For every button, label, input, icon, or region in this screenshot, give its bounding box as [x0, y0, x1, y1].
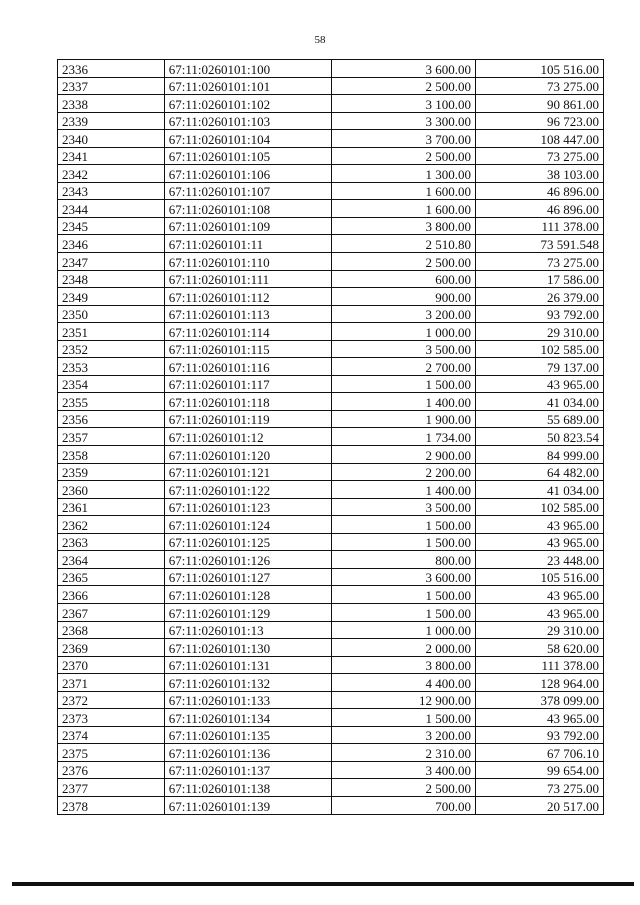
cadastral-number-cell: 67:11:0260101:104 — [164, 130, 331, 148]
row-number-cell: 2339 — [58, 112, 165, 130]
cadastral-number-cell: 67:11:0260101:119 — [164, 410, 331, 428]
cost-value-cell: 79 137.00 — [476, 358, 604, 376]
area-value-cell: 3 800.00 — [332, 656, 476, 674]
cost-value-cell: 99 654.00 — [476, 761, 604, 779]
table-row — [58, 586, 604, 604]
table-row — [58, 726, 604, 744]
area-value-cell: 1 000.00 — [332, 621, 476, 639]
cost-value-cell: 108 447.00 — [476, 130, 604, 148]
row-number-cell: 2341 — [58, 147, 165, 165]
cadastral-number-cell: 67:11:0260101:136 — [164, 744, 331, 762]
cadastral-number-cell: 67:11:0260101:124 — [164, 516, 331, 534]
cadastral-number-cell: 67:11:0260101:107 — [164, 182, 331, 200]
row-number-cell: 2355 — [58, 393, 165, 411]
cost-value-cell: 43 965.00 — [476, 533, 604, 551]
cadastral-number-cell: 67:11:0260101:122 — [164, 481, 331, 499]
row-number-cell: 2359 — [58, 463, 165, 481]
row-number-cell: 2360 — [58, 481, 165, 499]
row-number-cell: 2371 — [58, 674, 165, 692]
cadastral-number-cell: 67:11:0260101:133 — [164, 691, 331, 709]
row-number-cell: 2351 — [58, 323, 165, 341]
cadastral-number-cell: 67:11:0260101:110 — [164, 253, 331, 271]
cost-value-cell: 67 706.10 — [476, 744, 604, 762]
table-row — [58, 270, 604, 288]
row-number-cell: 2372 — [58, 691, 165, 709]
cost-value-cell: 105 516.00 — [476, 60, 604, 78]
page-number: 58 — [314, 34, 326, 46]
area-value-cell: 3 400.00 — [332, 761, 476, 779]
area-value-cell: 600.00 — [332, 270, 476, 288]
cadastral-number-cell: 67:11:0260101:116 — [164, 358, 331, 376]
table-row — [58, 674, 604, 692]
cadastral-number-cell: 67:11:0260101:123 — [164, 498, 331, 516]
cost-value-cell: 93 792.00 — [476, 305, 604, 323]
area-value-cell: 2 310.00 — [332, 744, 476, 762]
area-value-cell: 1 000.00 — [332, 323, 476, 341]
table-row — [58, 60, 604, 78]
cadastral-number-cell: 67:11:0260101:106 — [164, 165, 331, 183]
table-row — [58, 410, 604, 428]
row-number-cell: 2347 — [58, 253, 165, 271]
table-row — [58, 691, 604, 709]
row-number-cell: 2369 — [58, 639, 165, 657]
table-row — [58, 253, 604, 271]
table-row — [58, 182, 604, 200]
table-row — [58, 621, 604, 639]
cadastral-table — [57, 59, 604, 815]
table-row — [58, 200, 604, 218]
cost-value-cell: 41 034.00 — [476, 393, 604, 411]
table-row — [58, 603, 604, 621]
cadastral-number-cell: 67:11:0260101:108 — [164, 200, 331, 218]
area-value-cell: 2 200.00 — [332, 463, 476, 481]
cadastral-number-cell: 67:11:0260101:112 — [164, 288, 331, 306]
table-row — [58, 709, 604, 727]
cost-value-cell: 111 378.00 — [476, 217, 604, 235]
cost-value-cell: 93 792.00 — [476, 726, 604, 744]
row-number-cell: 2337 — [58, 77, 165, 95]
cost-value-cell: 20 517.00 — [476, 796, 604, 814]
cost-value-cell: 73 275.00 — [476, 77, 604, 95]
cadastral-number-cell: 67:11:0260101:111 — [164, 270, 331, 288]
table-row — [58, 796, 604, 814]
cost-value-cell: 43 965.00 — [476, 516, 604, 534]
table-row — [58, 551, 604, 569]
row-number-cell: 2363 — [58, 533, 165, 551]
cost-value-cell: 73 275.00 — [476, 147, 604, 165]
cadastral-number-cell: 67:11:0260101:105 — [164, 147, 331, 165]
row-number-cell: 2353 — [58, 358, 165, 376]
table-row — [58, 235, 604, 253]
area-value-cell: 1 600.00 — [332, 182, 476, 200]
area-value-cell: 1 500.00 — [332, 603, 476, 621]
cost-value-cell: 17 586.00 — [476, 270, 604, 288]
cost-value-cell: 73 275.00 — [476, 253, 604, 271]
cadastral-number-cell: 67:11:0260101:115 — [164, 340, 331, 358]
table-row — [58, 779, 604, 797]
table-body — [58, 60, 604, 815]
cost-value-cell: 96 723.00 — [476, 112, 604, 130]
cost-value-cell: 102 585.00 — [476, 498, 604, 516]
row-number-cell: 2365 — [58, 568, 165, 586]
row-number-cell: 2350 — [58, 305, 165, 323]
cadastral-number-cell: 67:11:0260101:134 — [164, 709, 331, 727]
area-value-cell: 2 000.00 — [332, 639, 476, 657]
table-row — [58, 568, 604, 586]
area-value-cell: 1 500.00 — [332, 533, 476, 551]
cost-value-cell: 43 965.00 — [476, 709, 604, 727]
area-value-cell: 3 600.00 — [332, 568, 476, 586]
cadastral-number-cell: 67:11:0260101:102 — [164, 95, 331, 113]
bottom-rule — [12, 882, 634, 886]
area-value-cell: 2 500.00 — [332, 253, 476, 271]
table-row — [58, 130, 604, 148]
area-value-cell: 3 700.00 — [332, 130, 476, 148]
row-number-cell: 2346 — [58, 235, 165, 253]
row-number-cell: 2366 — [58, 586, 165, 604]
table-row — [58, 305, 604, 323]
cost-value-cell: 73 591.548 — [476, 235, 604, 253]
cadastral-number-cell: 67:11:0260101:137 — [164, 761, 331, 779]
cadastral-number-cell: 67:11:0260101:101 — [164, 77, 331, 95]
table-row — [58, 112, 604, 130]
area-value-cell: 2 900.00 — [332, 446, 476, 464]
area-value-cell: 2 700.00 — [332, 358, 476, 376]
area-value-cell: 12 900.00 — [332, 691, 476, 709]
area-value-cell: 1 734.00 — [332, 428, 476, 446]
area-value-cell: 800.00 — [332, 551, 476, 569]
row-number-cell: 2376 — [58, 761, 165, 779]
table-row — [58, 375, 604, 393]
cost-value-cell: 55 689.00 — [476, 410, 604, 428]
row-number-cell: 2358 — [58, 446, 165, 464]
cadastral-number-cell: 67:11:0260101:130 — [164, 639, 331, 657]
cost-value-cell: 64 482.00 — [476, 463, 604, 481]
cadastral-number-cell: 67:11:0260101:135 — [164, 726, 331, 744]
table-row — [58, 165, 604, 183]
row-number-cell: 2361 — [58, 498, 165, 516]
table-row — [58, 428, 604, 446]
area-value-cell: 700.00 — [332, 796, 476, 814]
cost-value-cell: 73 275.00 — [476, 779, 604, 797]
cost-value-cell: 38 103.00 — [476, 165, 604, 183]
area-value-cell: 1 400.00 — [332, 393, 476, 411]
area-value-cell: 2 500.00 — [332, 77, 476, 95]
row-number-cell: 2354 — [58, 375, 165, 393]
cadastral-number-cell: 67:11:0260101:132 — [164, 674, 331, 692]
table-row — [58, 498, 604, 516]
row-number-cell: 2338 — [58, 95, 165, 113]
row-number-cell: 2343 — [58, 182, 165, 200]
area-value-cell: 3 500.00 — [332, 340, 476, 358]
area-value-cell: 1 600.00 — [332, 200, 476, 218]
row-number-cell: 2362 — [58, 516, 165, 534]
row-number-cell: 2336 — [58, 60, 165, 78]
area-value-cell: 3 600.00 — [332, 60, 476, 78]
row-number-cell: 2367 — [58, 603, 165, 621]
area-value-cell: 1 300.00 — [332, 165, 476, 183]
table-row — [58, 744, 604, 762]
row-number-cell: 2352 — [58, 340, 165, 358]
cadastral-number-cell: 67:11:0260101:117 — [164, 375, 331, 393]
table-row — [58, 481, 604, 499]
row-number-cell: 2344 — [58, 200, 165, 218]
area-value-cell: 3 300.00 — [332, 112, 476, 130]
table-row — [58, 147, 604, 165]
cost-value-cell: 46 896.00 — [476, 182, 604, 200]
cost-value-cell: 50 823.54 — [476, 428, 604, 446]
cadastral-number-cell: 67:11:0260101:125 — [164, 533, 331, 551]
cadastral-number-cell: 67:11:0260101:13 — [164, 621, 331, 639]
area-value-cell: 1 500.00 — [332, 709, 476, 727]
row-number-cell: 2342 — [58, 165, 165, 183]
cadastral-number-cell: 67:11:0260101:128 — [164, 586, 331, 604]
area-value-cell: 1 500.00 — [332, 516, 476, 534]
cost-value-cell: 84 999.00 — [476, 446, 604, 464]
cost-value-cell: 90 861.00 — [476, 95, 604, 113]
row-number-cell: 2368 — [58, 621, 165, 639]
area-value-cell: 3 800.00 — [332, 217, 476, 235]
cost-value-cell: 102 585.00 — [476, 340, 604, 358]
cadastral-number-cell: 67:11:0260101:120 — [164, 446, 331, 464]
table-row — [58, 340, 604, 358]
table-row — [58, 77, 604, 95]
cadastral-number-cell: 67:11:0260101:100 — [164, 60, 331, 78]
area-value-cell: 1 900.00 — [332, 410, 476, 428]
area-value-cell: 1 500.00 — [332, 375, 476, 393]
area-value-cell: 4 400.00 — [332, 674, 476, 692]
cadastral-number-cell: 67:11:0260101:113 — [164, 305, 331, 323]
cost-value-cell: 29 310.00 — [476, 621, 604, 639]
area-value-cell: 3 200.00 — [332, 305, 476, 323]
row-number-cell: 2378 — [58, 796, 165, 814]
cadastral-number-cell: 67:11:0260101:11 — [164, 235, 331, 253]
cadastral-number-cell: 67:11:0260101:118 — [164, 393, 331, 411]
row-number-cell: 2348 — [58, 270, 165, 288]
area-value-cell: 1 400.00 — [332, 481, 476, 499]
cost-value-cell: 128 964.00 — [476, 674, 604, 692]
cost-value-cell: 43 965.00 — [476, 586, 604, 604]
row-number-cell: 2340 — [58, 130, 165, 148]
table-row — [58, 761, 604, 779]
table-row — [58, 288, 604, 306]
area-value-cell: 2 510.80 — [332, 235, 476, 253]
cadastral-number-cell: 67:11:0260101:114 — [164, 323, 331, 341]
row-number-cell: 2364 — [58, 551, 165, 569]
row-number-cell: 2374 — [58, 726, 165, 744]
area-value-cell: 2 500.00 — [332, 779, 476, 797]
cadastral-number-cell: 67:11:0260101:109 — [164, 217, 331, 235]
cost-value-cell: 43 965.00 — [476, 603, 604, 621]
table-row — [58, 533, 604, 551]
table-row — [58, 95, 604, 113]
cadastral-number-cell: 67:11:0260101:131 — [164, 656, 331, 674]
cadastral-number-cell: 67:11:0260101:126 — [164, 551, 331, 569]
area-value-cell: 2 500.00 — [332, 147, 476, 165]
cost-value-cell: 23 448.00 — [476, 551, 604, 569]
row-number-cell: 2377 — [58, 779, 165, 797]
cost-value-cell: 26 379.00 — [476, 288, 604, 306]
cost-value-cell: 41 034.00 — [476, 481, 604, 499]
area-value-cell: 3 500.00 — [332, 498, 476, 516]
cadastral-number-cell: 67:11:0260101:103 — [164, 112, 331, 130]
table-row — [58, 323, 604, 341]
row-number-cell: 2349 — [58, 288, 165, 306]
cadastral-number-cell: 67:11:0260101:12 — [164, 428, 331, 446]
row-number-cell: 2356 — [58, 410, 165, 428]
cost-value-cell: 111 378.00 — [476, 656, 604, 674]
cadastral-number-cell: 67:11:0260101:139 — [164, 796, 331, 814]
table-row — [58, 639, 604, 657]
table-row — [58, 393, 604, 411]
cost-value-cell: 43 965.00 — [476, 375, 604, 393]
table-row — [58, 516, 604, 534]
cost-value-cell: 378 099.00 — [476, 691, 604, 709]
cost-value-cell: 105 516.00 — [476, 568, 604, 586]
area-value-cell: 900.00 — [332, 288, 476, 306]
cost-value-cell: 58 620.00 — [476, 639, 604, 657]
cadastral-number-cell: 67:11:0260101:121 — [164, 463, 331, 481]
cost-value-cell: 29 310.00 — [476, 323, 604, 341]
row-number-cell: 2375 — [58, 744, 165, 762]
cadastral-number-cell: 67:11:0260101:129 — [164, 603, 331, 621]
table-row — [58, 358, 604, 376]
area-value-cell: 3 200.00 — [332, 726, 476, 744]
cadastral-number-cell: 67:11:0260101:138 — [164, 779, 331, 797]
row-number-cell: 2357 — [58, 428, 165, 446]
area-value-cell: 1 500.00 — [332, 586, 476, 604]
row-number-cell: 2345 — [58, 217, 165, 235]
area-value-cell: 3 100.00 — [332, 95, 476, 113]
table-row — [58, 446, 604, 464]
table-row — [58, 656, 604, 674]
row-number-cell: 2370 — [58, 656, 165, 674]
cost-value-cell: 46 896.00 — [476, 200, 604, 218]
row-number-cell: 2373 — [58, 709, 165, 727]
table-row — [58, 463, 604, 481]
cadastral-number-cell: 67:11:0260101:127 — [164, 568, 331, 586]
table-row — [58, 217, 604, 235]
